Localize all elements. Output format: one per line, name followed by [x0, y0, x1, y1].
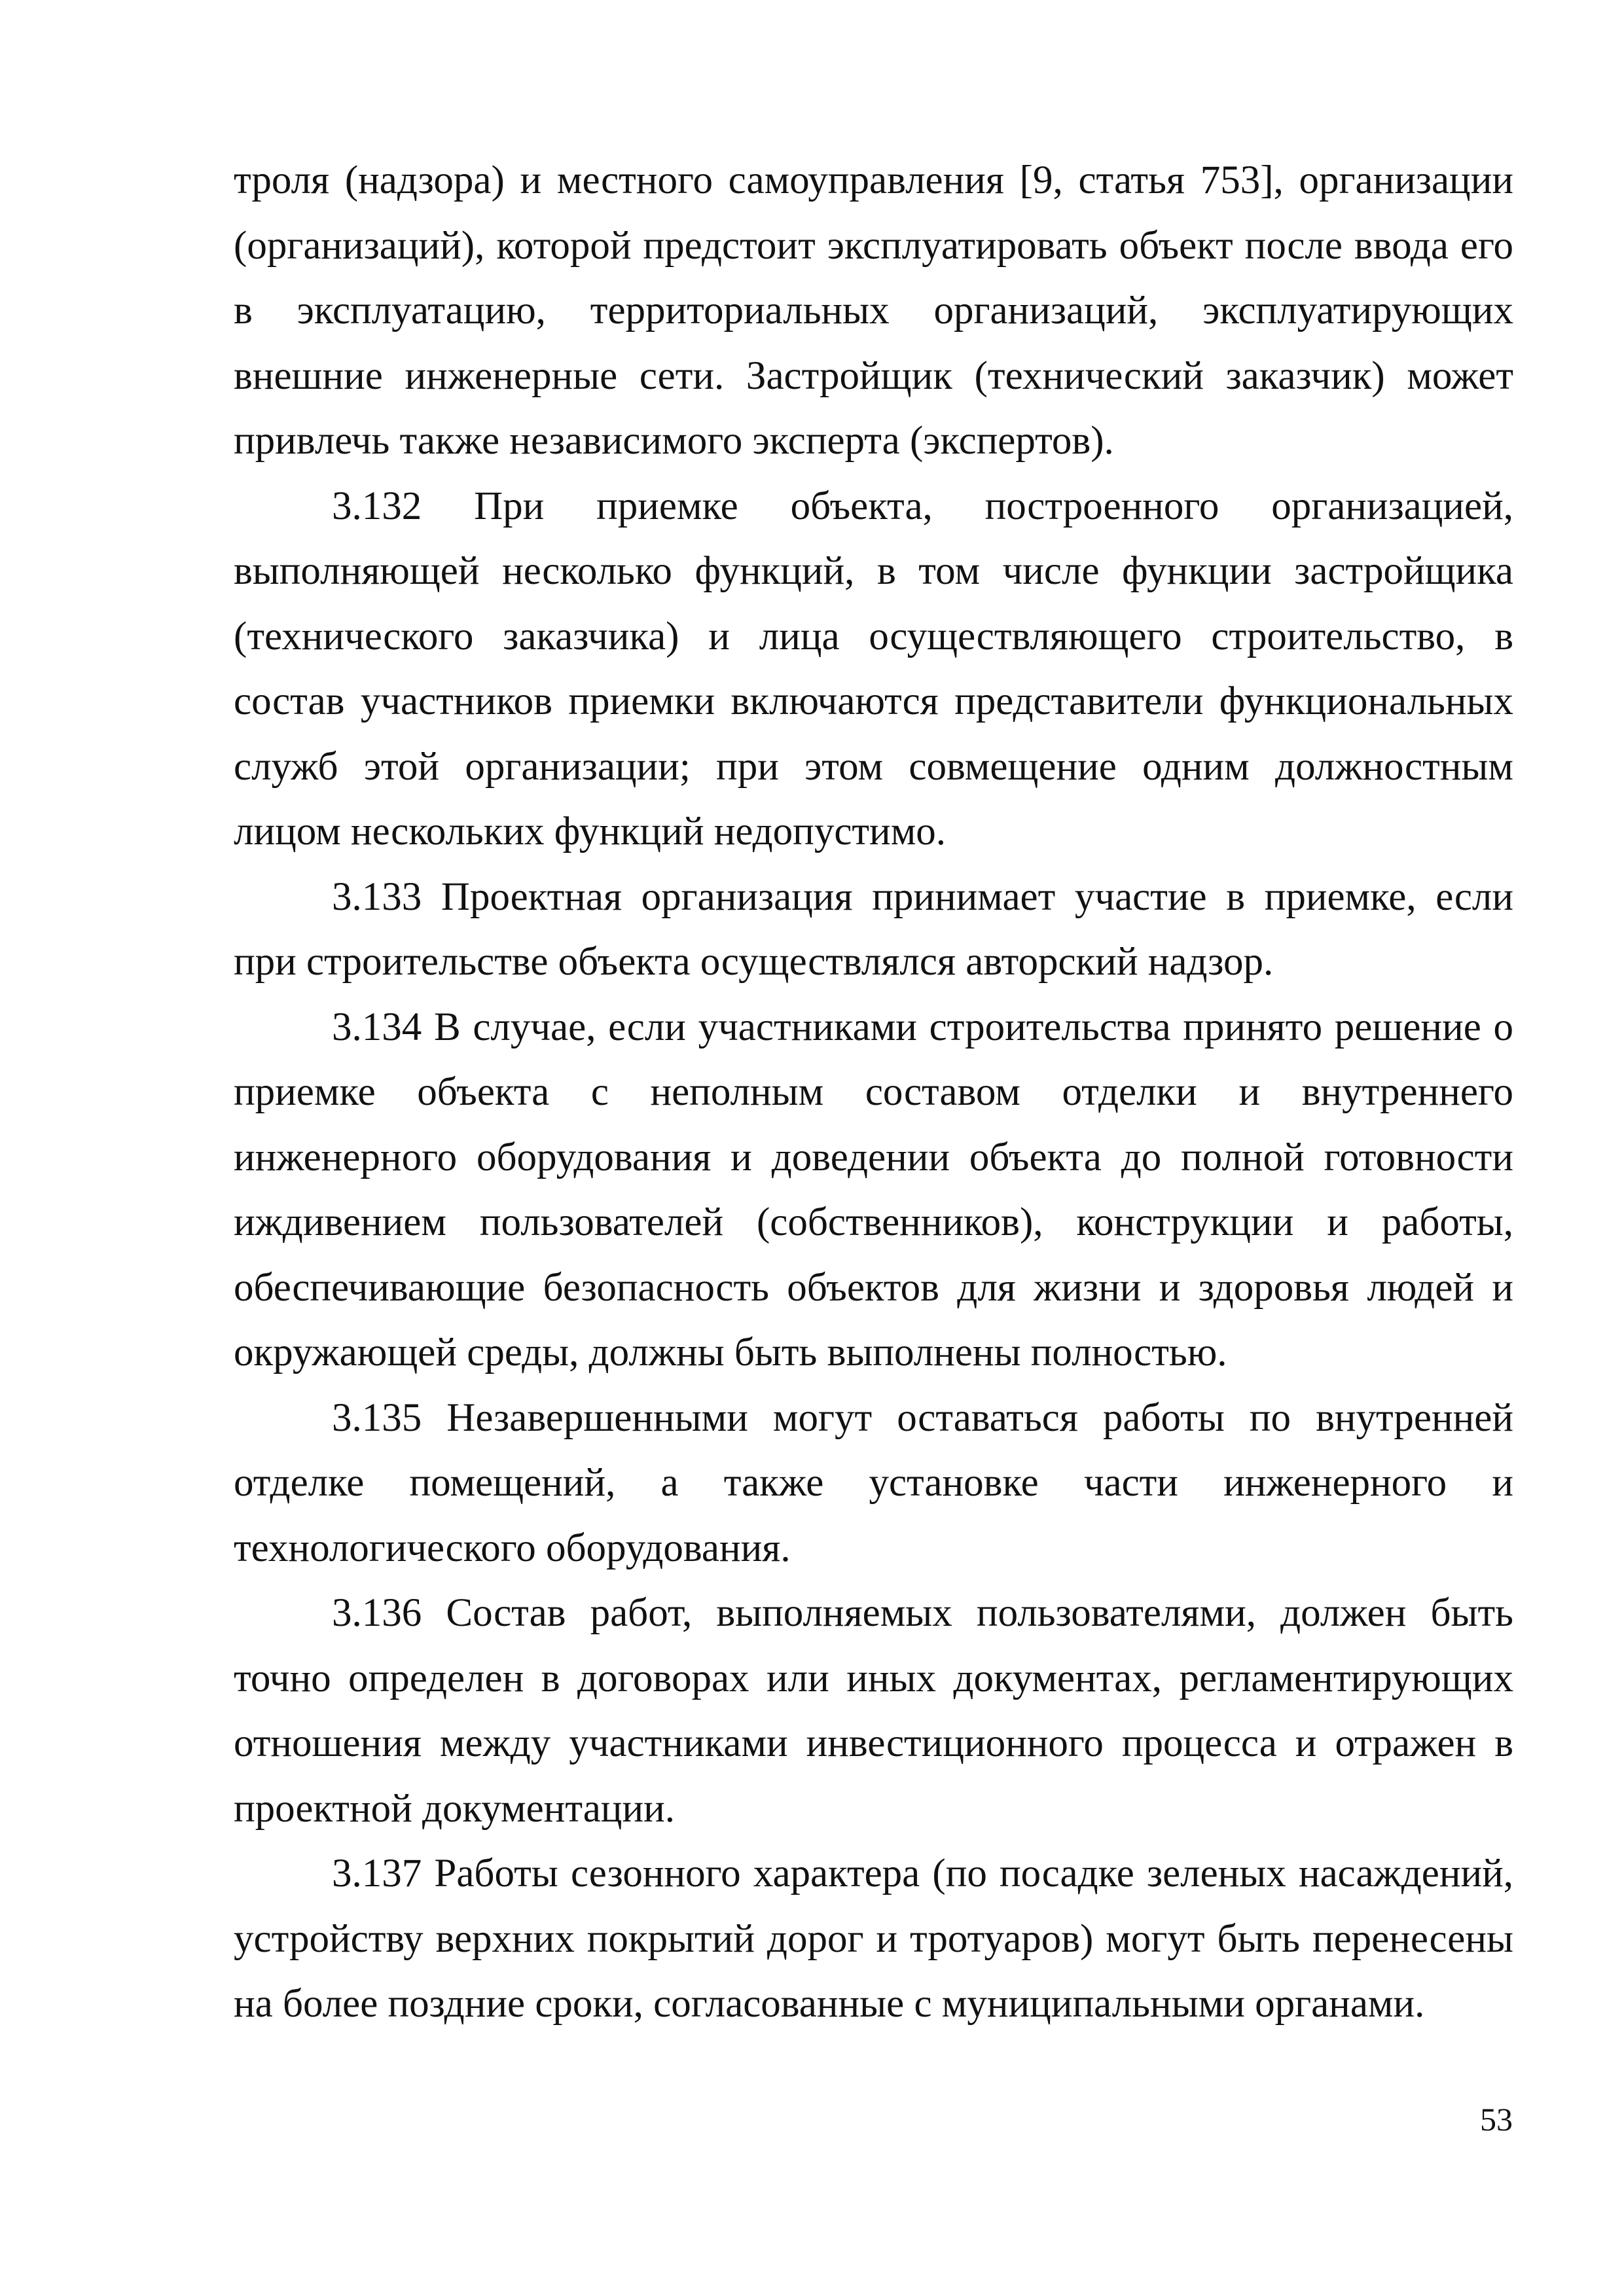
paragraph-3-135: 3.135 Незавершенными могут оставаться работы по внутренней отделке помещений, а также установке части инженерного и технологического оборудования. — [234, 1395, 1513, 1570]
paragraph-3-132: 3.132 При приемке объекта, построенного организацией, выполняющей несколько функций, в том числе функции застройщика (технического заказчика) и лица осуществляющего строительство, в состав участников приемки включаются представители функциональных служб этой организации; при этом совмещение одним должностным лицом нескольких функций недопустимо. — [234, 484, 1513, 853]
page-number: 53 — [1480, 2101, 1513, 2138]
paragraph-3-137: 3.137 Работы сезонного характера (по посадке зеленых насаждений, устройству верхних покрытий дорог и тротуаров) могут быть перенесены на более поздние сроки, согласованные с муниципальными органами. — [234, 1852, 1513, 2026]
paragraph-continuation: троля (надзора) и местного самоуправления [9, статья 753], организации (организаций), которой предстоит эксплуатировать объект после ввода его в эксплуатацию, территориальных организаций, эксплуатирующих внешние инженерные сети. Застройщик (технический заказчик) может привлечь также независимого эксперта (экспертов). — [234, 158, 1513, 463]
paragraph-3-134: 3.134 В случае, если участниками строительства принято решение о приемке объекта с неполным составом отделки и внутреннего инженерного оборудования и доведении объекта до полной готовности иждивением пользователей (собственников), конструкции и работы, обеспечивающие безопасность объектов для жизни и здоровья людей и окружающей среды, должны быть выполнены полностью. — [234, 1005, 1513, 1374]
paragraph-3-133: 3.133 Проектная организация принимает участие в приемке, если при строительстве объекта осуществлялся авторский надзор. — [234, 874, 1513, 984]
document-body — [234, 148, 1513, 2037]
paragraph-3-136: 3.136 Состав работ, выполняемых пользователями, должен быть точно определен в договорах или иных документах, регламентирующих отношения между участниками инвестиционного процесса и отражен в проектной документации. — [234, 1591, 1513, 1831]
